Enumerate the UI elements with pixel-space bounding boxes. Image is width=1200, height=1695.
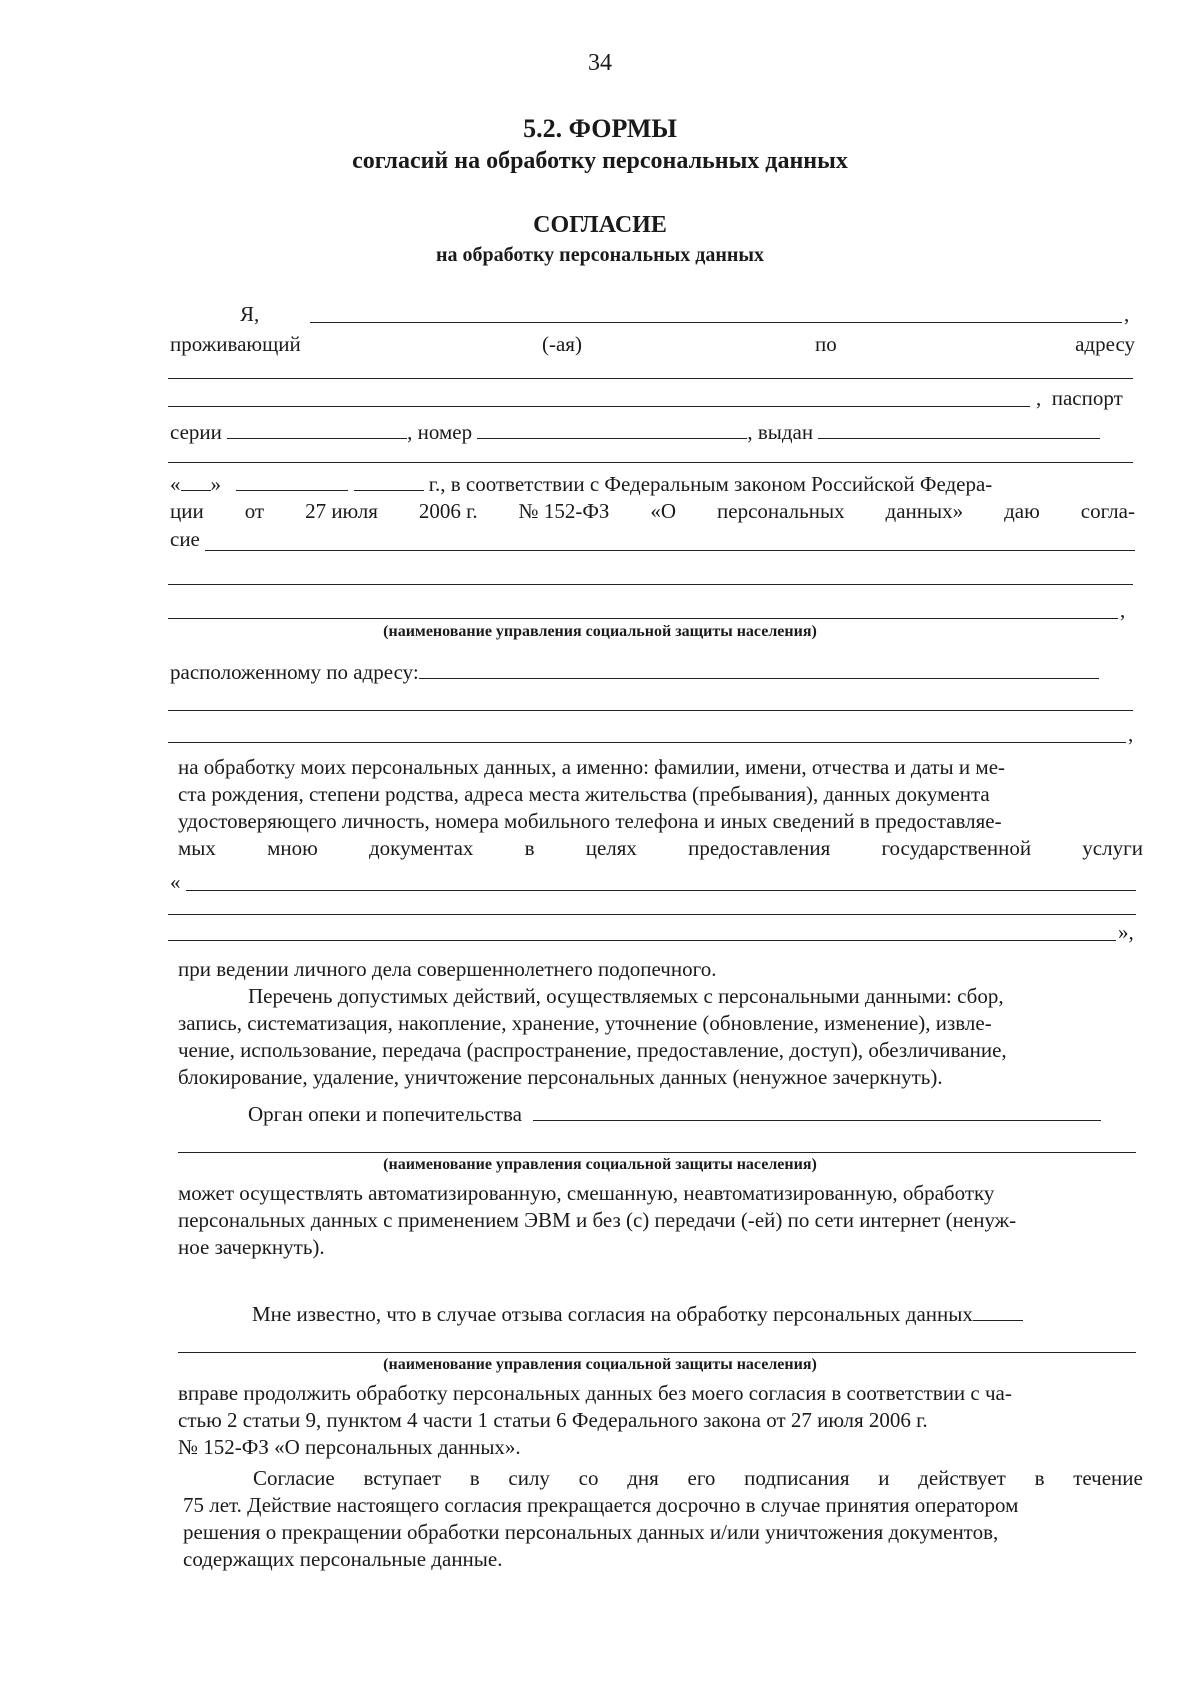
authority-row bbox=[248, 1098, 1138, 1128]
name-row bbox=[240, 300, 1140, 328]
validity-paragraph: Согласие вступает в силу со дня его подписания и действует в течение 75 лет. Действие настоящего согласия прекращается досрочно в случае принятия оператором решения о прекращении обработки персональных данных и/или уничтожения документов, содержащих персональные данные. bbox=[183, 1466, 1143, 1571]
location-field-1[interactable] bbox=[419, 656, 1099, 679]
form-title: СОГЛАСИЕ bbox=[533, 212, 667, 238]
revocation-row bbox=[252, 1298, 1142, 1328]
address-label: адресу bbox=[1075, 332, 1135, 356]
month-field[interactable] bbox=[236, 468, 348, 491]
date-row bbox=[170, 468, 1135, 498]
automation-paragraph: может осуществлять автоматизированную, смешанную, неавтоматизированную, обработку персональных данных с применением ЭВМ и без (с) передачи (-ей) по сети интернет (ненуж- ное зачеркнуть). bbox=[178, 1181, 1017, 1259]
passport-label-wrap: , паспорт bbox=[1036, 386, 1123, 410]
location-field-3[interactable] bbox=[168, 742, 1126, 743]
service-quote-open: « bbox=[170, 870, 181, 894]
law-text-1: г., в соответствии с Федеральным законом Российской Федера- bbox=[428, 472, 993, 496]
full-name-field[interactable] bbox=[310, 322, 1122, 323]
revocation-field-1[interactable] bbox=[973, 1298, 1023, 1321]
authority-field-1[interactable] bbox=[533, 1098, 1101, 1121]
series-label: серии bbox=[170, 420, 222, 444]
number-label: , номер bbox=[407, 420, 473, 444]
document-page: 34 5.2. ФОРМЫ согласий на обработку персональных данных СОГЛАСИЕ на обработку персональных данных Я, , проживающий (-ая) по адресу , паспорт серии , номер , выдан « » г., в соответствии с Федеральным законом Российской Федера- ции от 27 июля 2006 г. № 152-ФЗ «О персональных данных» даю согла- сие , (наименование управления социальной защиты населения) расположенному по адресу: , на обработку моих персональных данных, а именно: фамилии, имени, отчества и даты и ме- ста рождения, степени родства, адреса места жительства (пребывания), данных документа удостоверяющего личность, номера мобильного телефона и иных сведений в предоставляе- мых мною документах в целях предоставления государственной услуги « », при ведении личного дела совершеннолетнего подопечного. Перечень допустимых действий, осуществляемых с персональными данными: сбор, запись, систематизация, накопление, хранение, уточнение (обновление, изменение), извле- чение, использование, передача (распространение, предоставление, доступ), обезличивание, блокирование, удаление, уничтожение персональных данных (ненужное зачеркнуть). Орган опеки и попечительства (наименование управления социальной защиты населения) может осуществлять автоматизированную, смешанную, неавтоматизированную, обработку персональных данных с применением ЭВМ и без (с) передачи (-ей) по сети интернет (ненуж- ное зачеркнуть). Мне известно, что в случае отзыва согласия на обработку персональных данных (наименование управления социальной защиты населения) вправе продолжить обработку персональных данных без моего согласия в соответствии с ча- стью 2 статьи 9, пунктом 4 части 1 статьи 6 Федерального закона от 27 июля 2006 г. № 152-ФЗ «О персональных данных». Согласие вступает в силу со дня его подписания и действует в течение 75 лет. Действие настоящего согласия прекращается досрочно в случае принятия оператором решения о прекращении обработки персональных данных и/или уничтожения документов, содержащих персональные данные. bbox=[0, 0, 1200, 1695]
date-quote-close: » bbox=[210, 472, 221, 496]
number-field[interactable] bbox=[477, 416, 747, 439]
passport-label: паспорт bbox=[1051, 386, 1123, 410]
issued-by-field[interactable] bbox=[818, 416, 1100, 439]
service-field-2[interactable] bbox=[168, 914, 1136, 915]
consent-row bbox=[170, 525, 1135, 553]
caption-1: (наименование управления социальной защиты населения) bbox=[383, 623, 817, 640]
location-row bbox=[170, 656, 1135, 686]
form-subtitle: на обработку персональных данных bbox=[436, 244, 764, 266]
gender-suffix: (-ая) bbox=[542, 332, 582, 356]
operator-field-2[interactable] bbox=[168, 584, 1133, 585]
year-field[interactable] bbox=[354, 468, 424, 491]
section-title: 5.2. ФОРМЫ bbox=[523, 114, 677, 143]
located-label: расположенному по адресу: bbox=[170, 660, 419, 684]
series-field[interactable] bbox=[227, 416, 407, 439]
processing-paragraph: на обработку моих персональных данных, а именно: фамилии, имени, отчества и даты и ме- ста рождения, степени родства, адреса места жительства (пребывания), данных документа удостоверяющего личность, номера мобильного телефона и иных сведений в предоставляе- мых мною документах в целях предоставления государственной услуги bbox=[178, 755, 1143, 860]
service-quote-close: », bbox=[1118, 920, 1134, 944]
operator-field-3[interactable] bbox=[168, 618, 1118, 619]
consent-word: сие bbox=[170, 527, 200, 551]
residence-row bbox=[170, 330, 1135, 358]
revocation-text: Мне известно, что в случае отзыва согласия на обработку персональных данных bbox=[252, 1302, 973, 1326]
residing-label: проживающий bbox=[170, 332, 301, 356]
day-field[interactable] bbox=[181, 468, 211, 491]
date-quote-open: « bbox=[170, 472, 181, 496]
authority-field-2[interactable] bbox=[178, 1152, 1136, 1153]
service-field-1[interactable] bbox=[186, 890, 1136, 891]
continue-paragraph: вправе продолжить обработку персональных данных без моего согласия в соответствии с ча- стью 2 статьи 9, пунктом 4 части 1 статьи 6 Федерального закона от 27 июля 2006 г. № 152-ФЗ «О персональных данных». bbox=[178, 1381, 1012, 1459]
address-field-2[interactable] bbox=[168, 406, 1030, 407]
page-number: 34 bbox=[588, 50, 612, 76]
guardian-line: при ведении личного дела совершеннолетнего подопечного. bbox=[178, 957, 717, 981]
passport-row bbox=[170, 416, 1135, 446]
operator-field-1[interactable] bbox=[205, 550, 1135, 551]
law-row-2: ции от 27 июля 2006 г. № 152-ФЗ «О персональных данных» даю согла- bbox=[170, 499, 1135, 523]
revocation-field-2[interactable] bbox=[178, 1352, 1136, 1353]
address-field-1[interactable] bbox=[168, 378, 1133, 379]
at-label: по bbox=[815, 332, 837, 356]
service-field-3[interactable] bbox=[168, 940, 1116, 941]
authority-label: Орган опеки и попечительства bbox=[248, 1102, 522, 1126]
location-field-2[interactable] bbox=[168, 710, 1133, 711]
name-comma: , bbox=[1124, 302, 1130, 326]
caption-3: (наименование управления социальной защиты населения) bbox=[383, 1356, 817, 1373]
section-subtitle: согласий на обработку персональных данных bbox=[352, 148, 848, 174]
issued-label: , выдан bbox=[747, 420, 814, 444]
ya-label: Я, bbox=[240, 302, 260, 326]
caption-2: (наименование управления социальной защиты населения) bbox=[383, 1156, 817, 1173]
issued-by-field-2[interactable] bbox=[168, 462, 1133, 463]
actions-paragraph: Перечень допустимых действий, осуществляемых с персональными данными: сбор, запись, систематизация, накопление, хранение, уточнение (обновление, изменение), извле- чение, использование, передача (распространение, предоставление, доступ), обезличивание, блокирование, удаление, уничтожение персональных данных (ненужное зачеркнуть). bbox=[178, 984, 1007, 1089]
